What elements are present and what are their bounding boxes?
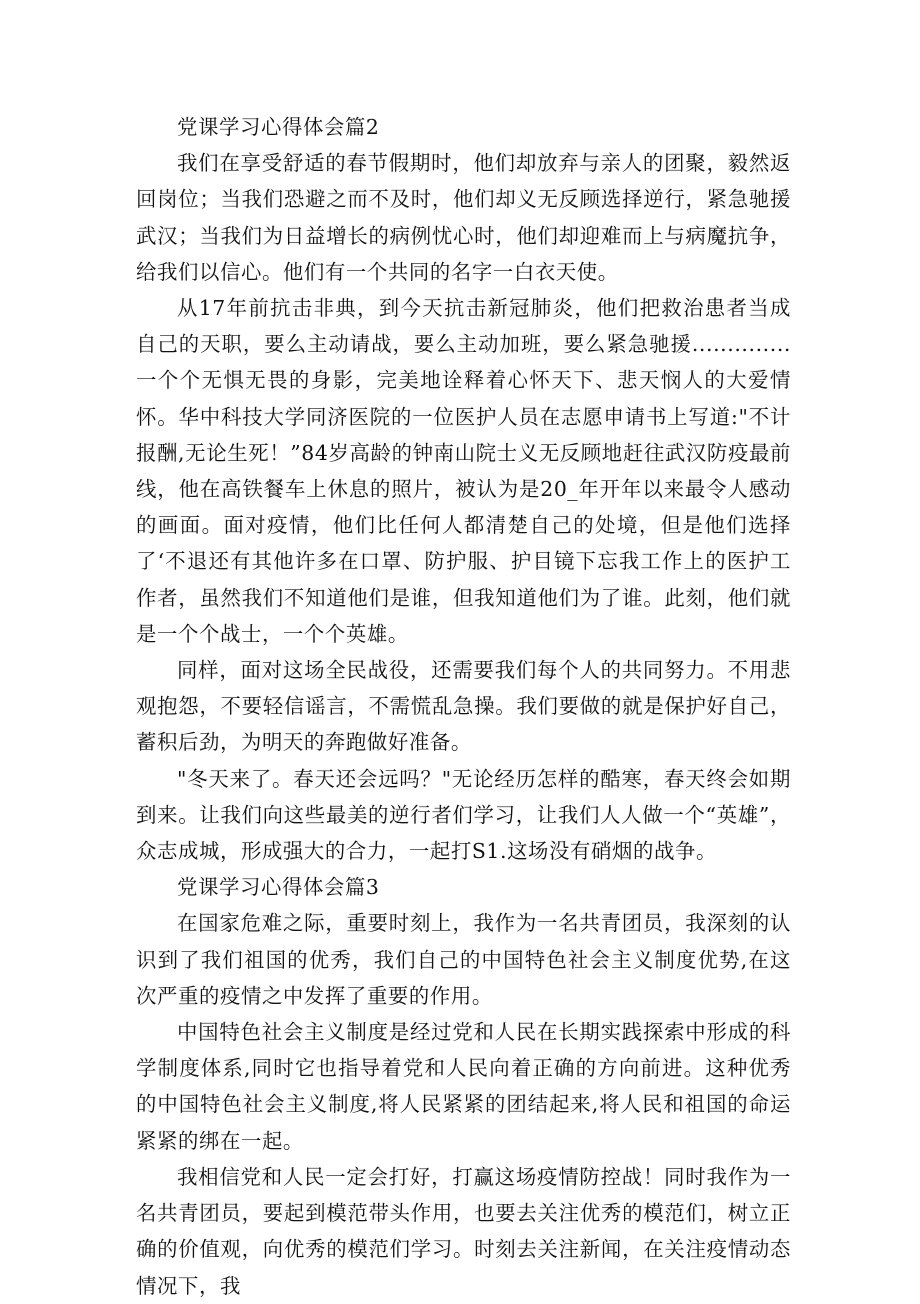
paragraph: 中国特色社会主义制度是经过党和人民在长期实践探索中形成的科学制度体系,同时它也指导着党和人民向着正确的方向前进。这种优秀的中国特色社会主义制度,将人民紧紧的团结起来,将人民和祖国的命运紧紧的绑在一起。 bbox=[136, 1020, 791, 1153]
section-heading-2: 党课学习心得体会篇2 bbox=[177, 115, 380, 139]
document-body bbox=[136, 109, 791, 1304]
paragraph: 我们在享受舒适的春节假期时，他们却放弃与亲人的团聚，毅然返回岗位；当我们恐避之而不及时，他们却义无反顾选择逆行，紧急驰援武汉；当我们为日益增长的病例忧心时，他们却迎难而上与病魔抗争，给我们以信心。他们有一个共同的名字一白衣天使。 bbox=[136, 151, 791, 284]
section-heading-3: 党课学习心得体会篇3 bbox=[177, 875, 380, 900]
paragraph: "冬天来了。春天还会远吗？"无论经历怎样的酷寒，春天终会如期到来。让我们向这些最美的逆行者们学习，让我们人人做一个“英雄”，众志成城，形成强大的合力，一起打S1.这场没有硝烟的战争。 bbox=[136, 766, 791, 864]
paragraph: 我相信党和人民一定会打好，打赢这场疫情防控战！同时我作为一名共青团员，要起到模范带头作用，也要去关注优秀的模范们，树立正确的价值观，向优秀的模范们学习。时刻去关注新闻，在关注疫情动态情况下，我 bbox=[136, 1164, 791, 1298]
paragraph: 从17年前抗击非典，到今天抗击新冠肺炎，他们把救治患者当成自己的天职，要么主动请战，要么主动加班，要么紧急驰援..............一个个无惧无畏的身影，完美地诠释着心怀天下、悲天悯人的大爱情怀。华中科技大学同济医院的一位医护人员在志愿申请书上写道:"不计报酬,无论生死！”84岁高龄的钟南山院士义无反顾地赶往武汉防疫最前线，他在高铁餐车上休息的照片，被认为是20_年开年以来最令人感动的画面。面对疫情，他们比任何人都清楚自己的处境，但是他们选择了‘不退还有其他许多在口罩、防护服、护目镜下忘我工作上的医护工作者，虽然我们不知道他们是谁，但我知道他们为了谁。此刻，他们就是一个个战士，一个个英雄。 bbox=[136, 296, 791, 646]
paragraph: 同样，面对这场全民战役，还需要我们每个人的共同努力。不用悲观抱怨，不要轻信谣言，不需慌乱急操。我们要做的就是保护好自己，蓄积后劲，为明天的奔跑做好准备。 bbox=[136, 658, 791, 755]
paragraph: 在国家危难之际，重要时刻上，我作为一名共青团员，我深刻的认识到了我们祖国的优秀，我们自己的中国特色社会主义制度优势,在这次严重的疫情之中发挥了重要的作用。 bbox=[136, 911, 791, 1008]
